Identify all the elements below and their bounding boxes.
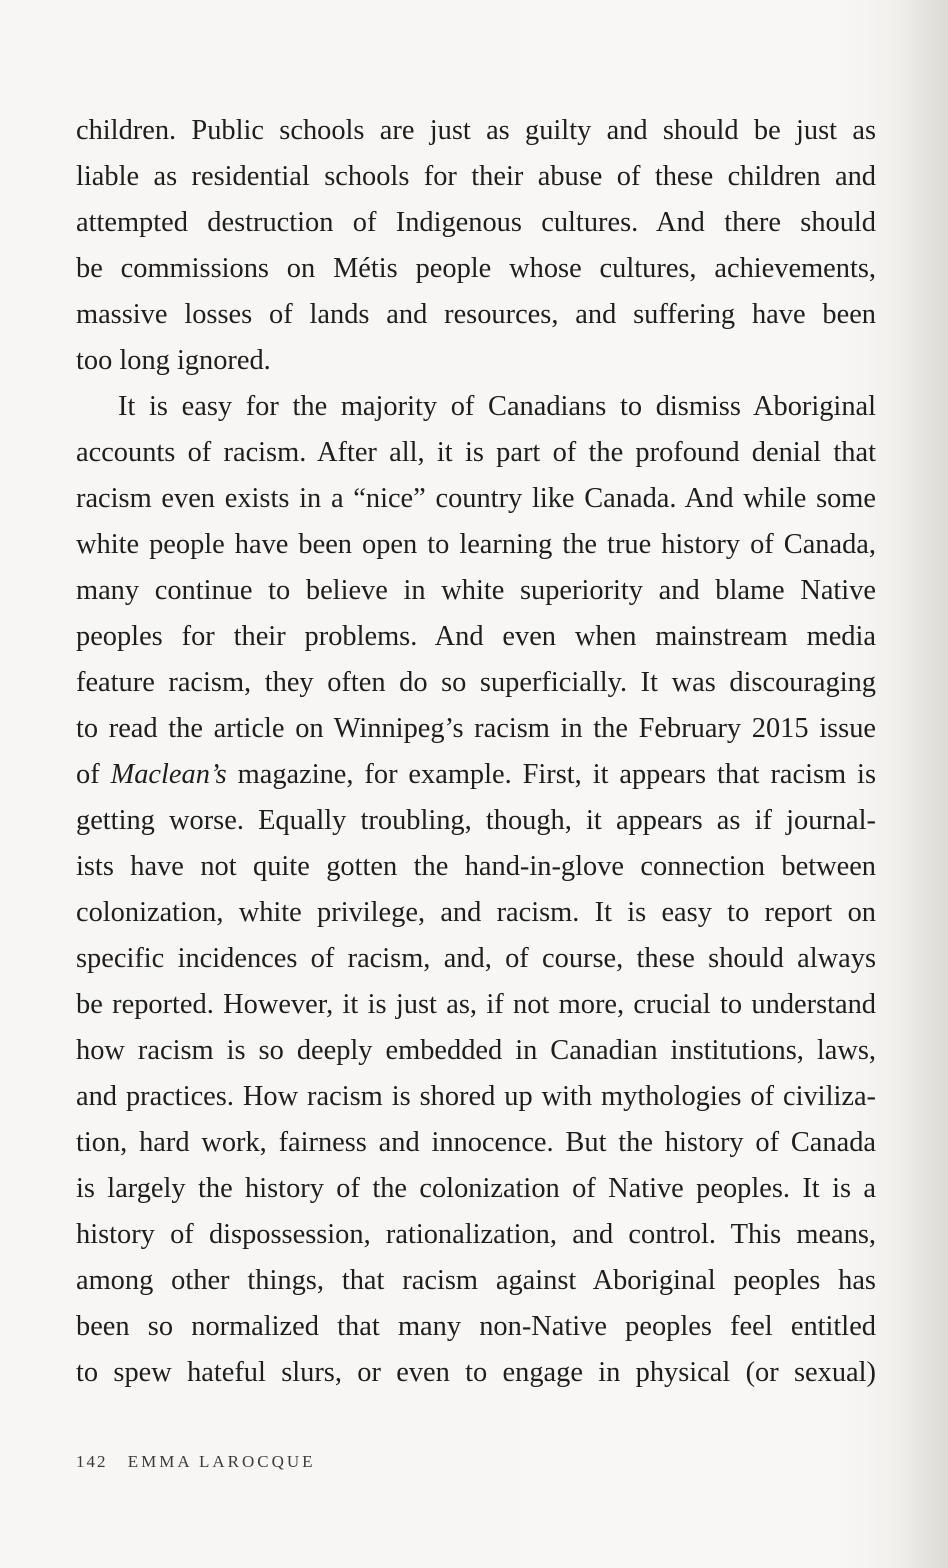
text-line: too long ignored. bbox=[76, 345, 271, 376]
author-name: EMMA LAROCQUE bbox=[127, 1452, 316, 1471]
text-line: tion, hard work, fairness and innocence. But the history of Canada bbox=[76, 1127, 876, 1158]
page-number: 142 bbox=[76, 1452, 108, 1471]
text-line: white people have been open to learning the true history of Canada, bbox=[76, 529, 876, 560]
text-line: be commissions on Métis people whose cultures, achievements, bbox=[76, 253, 876, 284]
text-line: and practices. How racism is shored up with mythologies of civiliza- bbox=[76, 1081, 876, 1112]
body-text bbox=[76, 108, 876, 1396]
text-line: It is easy for the majority of Canadians to dismiss Aboriginal bbox=[118, 391, 876, 422]
text-line: peoples for their problems. And even when mainstream media bbox=[76, 621, 876, 652]
text-line: racism even exists in a “nice” country like Canada. And while some bbox=[76, 483, 876, 514]
text-line: to read the article on Winnipeg’s racism in the February 2015 issue bbox=[76, 713, 876, 744]
text-fragment: magazine, for example. First, it appears that racism is bbox=[226, 759, 876, 790]
text-fragment: of bbox=[76, 759, 111, 790]
text-line: ists have not quite gotten the hand-in-glove connection between bbox=[76, 851, 876, 882]
text-line: colonization, white privilege, and racism. It is easy to report on bbox=[76, 897, 876, 928]
text-line: is largely the history of the colonization of Native peoples. It is a bbox=[76, 1173, 876, 1204]
text-line: how racism is so deeply embedded in Canadian institutions, laws, bbox=[76, 1035, 876, 1066]
text-line: attempted destruction of Indigenous cultures. And there should bbox=[76, 207, 876, 238]
text-line: feature racism, they often do so superficially. It was discouraging bbox=[76, 667, 876, 698]
text-line: many continue to believe in white superiority and blame Native bbox=[76, 575, 876, 606]
text-line: accounts of racism. After all, it is part of the profound denial that bbox=[76, 437, 876, 468]
running-footer bbox=[76, 1452, 316, 1472]
text-line: children. Public schools are just as guilty and should be just as bbox=[76, 115, 876, 146]
text-line: specific incidences of racism, and, of course, these should always bbox=[76, 943, 876, 974]
text-line: to spew hateful slurs, or even to engage in physical (or sexual) bbox=[76, 1357, 876, 1388]
text-line: history of dispossession, rationalization, and control. This means, bbox=[76, 1219, 876, 1250]
text-line: getting worse. Equally troubling, though, it appears as if journal- bbox=[76, 805, 876, 836]
text-line: liable as residential schools for their abuse of these children and bbox=[76, 161, 876, 192]
text-line-with-italic bbox=[76, 752, 876, 798]
text-line: among other things, that racism against Aboriginal peoples has bbox=[76, 1265, 876, 1296]
text-line: be reported. However, it is just as, if not more, crucial to understand bbox=[76, 989, 876, 1020]
magazine-title: Maclean’s bbox=[110, 759, 227, 790]
text-line: massive losses of lands and resources, and suffering have been bbox=[76, 299, 876, 330]
text-line: been so normalized that many non-Native peoples feel entitled bbox=[76, 1311, 876, 1342]
